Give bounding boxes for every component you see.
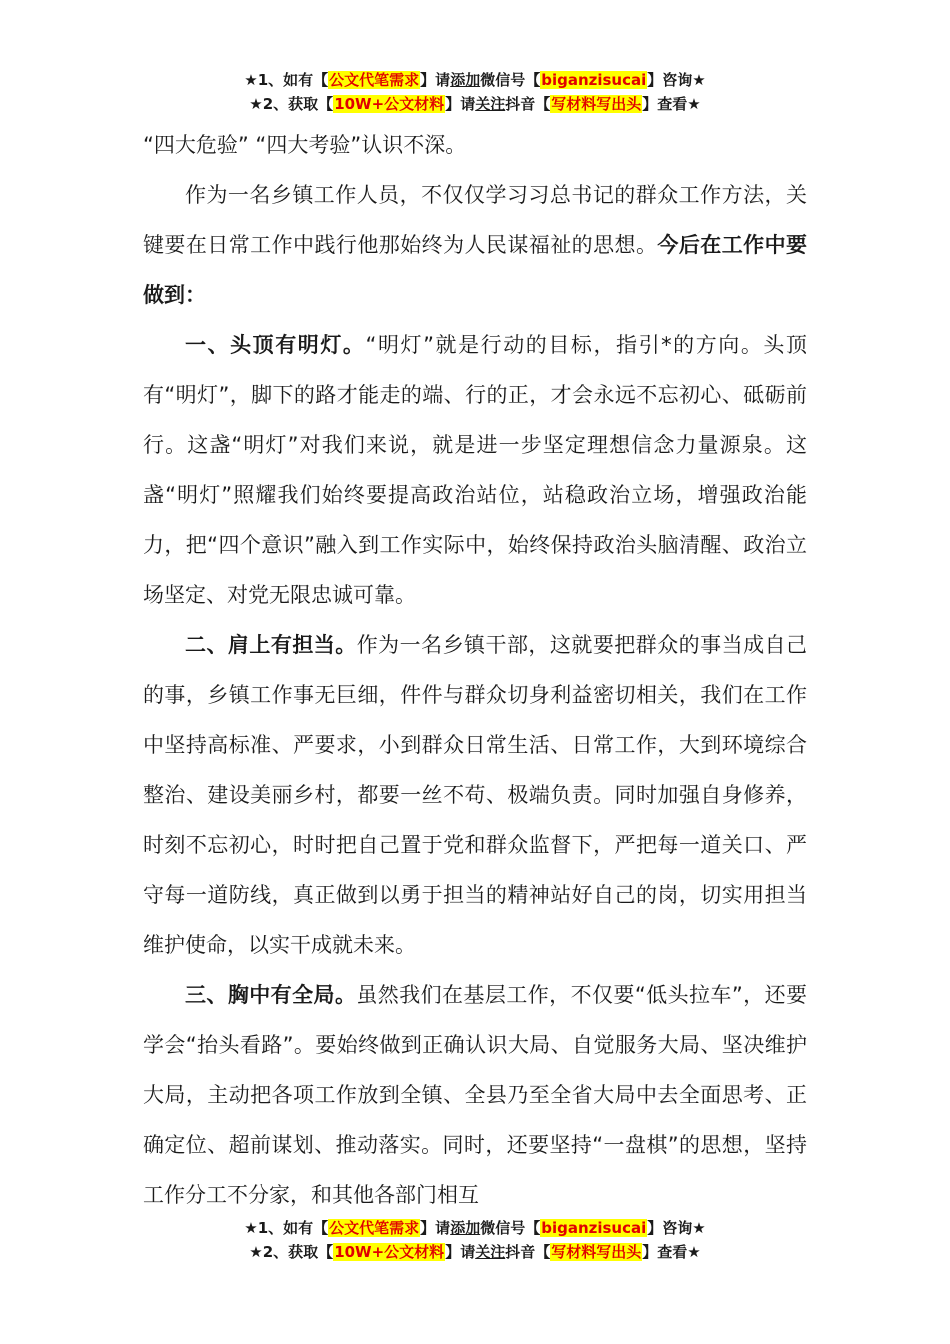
banner-line-1: ★1、如有【公文代笔需求】请添加微信号【biganzisucai】咨询★ bbox=[244, 71, 706, 89]
banner-line-2: ★2、获取【10W+公文材料】请关注抖音【写材料写出头】查看★ bbox=[249, 95, 701, 113]
section-2: 二、肩上有担当。作为一名乡镇干部，这就要把群众的事当成自己的事，乡镇工作事无巨细，件件与群众切身利益密切相关，我们在工作中坚持高标准、严要求，小到群众日常生活、日常工作，大到环境综合整治、建设美丽乡村，都要一丝不苟、极端负责。同时加强自身修养，时刻不忘初心，时时把自己置于党和群众监督下，严把每一道关口、严守每一道防线，真正做到以勇于担当的精神站好自己的岗，切实用担当维护使命，以实干成就未来。 bbox=[143, 633, 808, 957]
highlight-service: 公文代笔需求 bbox=[329, 71, 420, 89]
highlight-douyin-id: 写材料写出头 bbox=[551, 95, 642, 113]
paragraph-intro: 作为一名乡镇工作人员，不仅仅学习习总书记的群众工作方法，关键要在日常工作中践行他那始终为人民谋福祉的思想。今后在工作中要做到： bbox=[143, 183, 808, 307]
intro-bold-lead: 今后在工作中要做到： bbox=[143, 233, 808, 307]
footer-banner bbox=[0, 1216, 950, 1264]
section-1: 一、头顶有明灯。“明灯”就是行动的目标，指引*的方向。头顶有“明灯”，脚下的路才能走的端、行的正，才会永远不忘初心、砥砺前行。这盏“明灯”对我们来说，就是进一步坚定理想信念力量源泉。这盏“明灯”照耀我们始终要提高政治站位，站稳政治立场，增强政治能力，把“四个意识”融入到工作实际中，始终保持政治头脑清醒、政治立场坚定、对党无限忠诚可靠。 bbox=[143, 333, 807, 607]
highlight-wechat-id: biganzisucai bbox=[541, 71, 647, 89]
document-body bbox=[143, 120, 807, 1220]
highlight-materials: 10W+公文材料 bbox=[334, 95, 445, 113]
section-3: 三、胸中有全局。虽然我们在基层工作，不仅要“低头拉车”，还要学会“抬头看路”。要始终做到正确认识大局、自觉服务大局、坚决维护大局，主动把各项工作放到全镇、全县乃至全省大局中去全面思考、正确定位、超前谋划、推动落实。同时，还要坚持“一盘棋”的思想，坚持工作分工不分家，和其他各部门相互 bbox=[143, 983, 807, 1207]
section-3-heading: 三、胸中有全局。 bbox=[185, 983, 357, 1007]
paragraph-continuation: “四大危验” “四大考验”认识不深。 bbox=[143, 133, 467, 157]
footer-line-1: ★1、如有【公文代笔需求】请添加微信号【biganzisucai】咨询★ bbox=[244, 1219, 706, 1237]
section-1-heading: 一、头顶有明灯。 bbox=[185, 333, 366, 357]
section-2-heading: 二、肩上有担当。 bbox=[185, 633, 357, 657]
footer-line-2: ★2、获取【10W+公文材料】请关注抖音【写材料写出头】查看★ bbox=[249, 1243, 701, 1261]
header-banner bbox=[0, 68, 950, 116]
